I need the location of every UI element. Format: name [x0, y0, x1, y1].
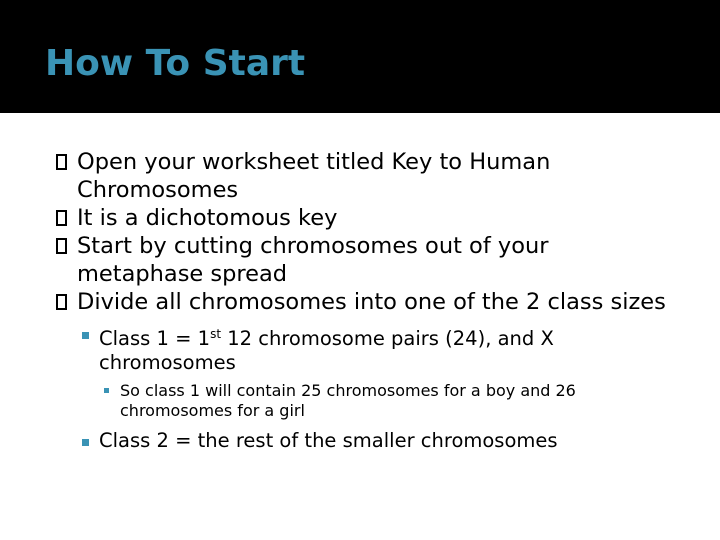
slide-title: How To Start — [45, 43, 306, 84]
square-bullet-icon — [56, 238, 67, 254]
bullet-text: Divide all chromosomes into one of the 2 class sizes — [77, 289, 666, 315]
slide-content — [0, 148, 720, 453]
title-bar — [0, 0, 720, 113]
square-bullet-icon — [56, 154, 67, 170]
sub-bullet-text-start: Class 1 = 1 — [99, 327, 211, 350]
square-bullet-icon — [56, 210, 67, 226]
bullet-text: It is a dichotomous key — [77, 205, 338, 231]
square-bullet-icon — [104, 388, 109, 393]
sub-bullet-text — [99, 327, 554, 374]
sub-sub-bullet-item — [0, 381, 645, 421]
sub-bullet-text-end: 12 chromosome pairs (24), and X chromosomes — [99, 327, 554, 374]
bullet-item — [0, 148, 667, 204]
square-bullet-icon — [82, 439, 89, 446]
sub-bullet-item — [0, 322, 619, 375]
square-bullet-icon — [56, 294, 67, 310]
sub-bullet-text: Class 2 = the rest of the smaller chromosomes — [99, 429, 558, 452]
square-bullet-icon — [82, 332, 89, 339]
bullet-item — [0, 232, 667, 288]
bullet-item — [0, 204, 667, 232]
bullet-text: Open your worksheet titled Key to Human Chromosomes — [77, 149, 551, 203]
bullet-text: Start by cutting chromosomes out of your metaphase spread — [77, 233, 549, 287]
bullet-item — [0, 288, 667, 316]
sub-bullet-item — [0, 429, 619, 453]
sub-sub-bullet-text: So class 1 will contain 25 chromosomes for a boy and 26 chromosomes for a girl — [120, 381, 576, 420]
ordinal-superscript: st — [210, 327, 222, 341]
